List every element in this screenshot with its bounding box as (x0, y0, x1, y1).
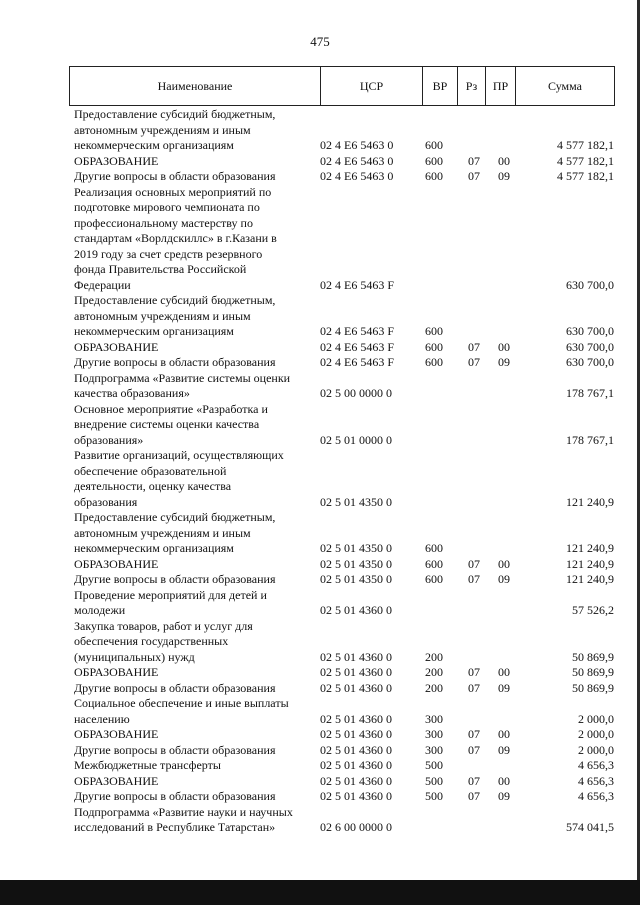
cell-name: Другие вопросы в области образования (74, 572, 276, 586)
page-number: 475 (310, 34, 330, 49)
cell-name: Другие вопросы в области образования (74, 169, 276, 183)
table-row (74, 572, 614, 588)
cell-vr: 600 (425, 324, 443, 338)
cell-sum: 178 767,1 (566, 386, 614, 400)
cell-name: ОБРАЗОВАНИЕ (74, 773, 159, 788)
cell-csr: 02 5 01 4360 0 (320, 773, 392, 788)
cell-sum: 630 700,0 (566, 355, 614, 369)
cell-sum: 574 041,5 (566, 820, 614, 834)
cell-sum: 121 240,9 (566, 556, 614, 571)
cell-sum: 50 869,9 (572, 649, 614, 664)
table-row (74, 758, 614, 774)
cell-sum: 57 526,2 (572, 603, 614, 617)
cell-rz: 07 (468, 789, 480, 803)
table-row (74, 619, 614, 666)
cell-name: ОБРАЗОВАНИЕ (74, 665, 159, 679)
cell-csr: 02 5 01 4360 0 (320, 742, 392, 757)
cell-name: Реализация основных мероприятий по подготовке мирового чемпионата по профессиональному мастерству по стандартам «Ворлдскиллс» в г.Казани в 2019 году за счет средств резервного фонда Правительства Российской Федерации (74, 184, 277, 292)
header-name: Наименование (70, 67, 321, 105)
cell-pr: 00 (498, 773, 510, 788)
cell-sum: 4 577 182,1 (557, 153, 614, 168)
table-row (74, 448, 614, 510)
cell-rz: 07 (468, 727, 480, 741)
cell-csr: 02 5 01 4360 0 (320, 711, 392, 726)
cell-vr: 600 (425, 153, 443, 168)
cell-sum: 4 577 182,1 (557, 169, 614, 183)
cell-sum: 630 700,0 (566, 277, 614, 292)
cell-csr: 02 4 E6 5463 F (320, 277, 395, 292)
table-row (74, 154, 614, 170)
cell-csr: 02 5 01 4360 0 (320, 649, 392, 664)
cell-name: Предоставление субсидий бюджетным, автономным учреждениям и иным некоммерческим организациям (74, 510, 276, 555)
cell-pr: 00 (498, 153, 510, 168)
cell-vr: 600 (425, 169, 443, 183)
table-body (74, 107, 614, 836)
cell-vr: 600 (425, 138, 443, 152)
cell-sum: 4 577 182,1 (557, 138, 614, 152)
table-row (74, 774, 614, 790)
cell-csr: 02 5 01 4360 0 (320, 727, 392, 741)
cell-csr: 02 5 01 4360 0 (320, 789, 392, 803)
cell-name: Другие вопросы в области образования (74, 789, 276, 803)
cell-vr: 200 (425, 665, 443, 679)
cell-vr: 600 (425, 556, 443, 571)
scan-bottom-bar (0, 880, 640, 905)
cell-sum: 2 000,0 (578, 711, 614, 726)
cell-sum: 2 000,0 (578, 742, 614, 757)
cell-pr: 00 (498, 556, 510, 571)
cell-csr: 02 6 00 0000 0 (320, 820, 392, 834)
table-row (74, 169, 614, 185)
table-row (74, 371, 614, 402)
cell-pr: 09 (498, 169, 510, 183)
table-row (74, 510, 614, 557)
cell-name: Закупка товаров, работ и услуг для обеспечения государственных (муниципальных) нужд (74, 618, 253, 664)
table-row (74, 588, 614, 619)
cell-csr: 02 4 E6 5463 0 (320, 169, 394, 183)
cell-vr: 300 (425, 727, 443, 741)
cell-sum: 121 240,9 (566, 541, 614, 555)
cell-vr: 600 (425, 572, 443, 586)
cell-name: Подпрограмма «Развитие системы оценки качества образования» (74, 370, 291, 400)
cell-name: Предоставление субсидий бюджетным, автономным учреждениям и иным некоммерческим организациям (74, 107, 276, 152)
cell-rz: 07 (468, 169, 480, 183)
table-row (74, 402, 614, 449)
cell-csr: 02 5 01 4360 0 (320, 665, 392, 679)
cell-csr: 02 5 01 4350 0 (320, 572, 392, 586)
cell-csr: 02 5 01 4360 0 (320, 758, 392, 772)
table-row (74, 805, 614, 836)
cell-pr: 09 (498, 789, 510, 803)
cell-sum: 2 000,0 (578, 727, 614, 741)
cell-rz: 07 (468, 742, 480, 757)
cell-name: Социальное обеспечение и иные выплаты населению (74, 696, 289, 726)
header-sum: Сумма (548, 78, 582, 93)
header-pr: ПР (486, 67, 516, 105)
cell-sum: 121 240,9 (566, 572, 614, 586)
table-header (69, 66, 615, 106)
cell-rz: 07 (468, 339, 480, 354)
cell-name: Межбюджетные трансферты (74, 758, 221, 772)
table-row (74, 185, 614, 294)
cell-rz: 07 (468, 665, 480, 679)
cell-name: ОБРАЗОВАНИЕ (74, 556, 159, 571)
table-row (74, 557, 614, 573)
cell-csr: 02 5 01 0000 0 (320, 432, 392, 447)
table-row (74, 355, 614, 371)
cell-sum: 4 656,3 (578, 789, 614, 803)
cell-sum: 50 869,9 (572, 665, 614, 679)
cell-csr: 02 5 00 0000 0 (320, 386, 392, 400)
cell-sum: 630 700,0 (566, 339, 614, 354)
cell-sum: 121 240,9 (566, 494, 614, 509)
cell-vr: 200 (425, 680, 443, 695)
cell-vr: 300 (425, 711, 443, 726)
cell-pr: 00 (498, 339, 510, 354)
table-row (74, 665, 614, 681)
cell-pr: 09 (498, 742, 510, 757)
cell-pr: 09 (498, 355, 510, 369)
cell-name: ОБРАЗОВАНИЕ (74, 153, 159, 168)
cell-name: ОБРАЗОВАНИЕ (74, 339, 159, 354)
cell-rz: 07 (468, 556, 480, 571)
cell-name: Основное мероприятие «Разработка и внедрение системы оценки качества образования» (74, 401, 268, 447)
cell-csr: 02 4 E6 5463 F (320, 339, 395, 354)
cell-csr: 02 4 E6 5463 0 (320, 153, 394, 168)
cell-vr: 600 (425, 541, 443, 555)
cell-csr: 02 4 E6 5463 F (320, 355, 395, 369)
cell-rz: 07 (468, 355, 480, 369)
cell-pr: 09 (498, 680, 510, 695)
cell-sum: 4 656,3 (578, 758, 614, 772)
table-row (74, 789, 614, 805)
cell-rz: 07 (468, 680, 480, 695)
cell-name: Подпрограмма «Развитие науки и научных исследований в Республике Татарстан» (74, 804, 293, 834)
cell-vr: 500 (425, 789, 443, 803)
cell-name: Другие вопросы в области образования (74, 355, 276, 369)
table-row (74, 743, 614, 759)
cell-vr: 500 (425, 773, 443, 788)
cell-name: Проведение мероприятий для детей и молодежи (74, 587, 267, 617)
cell-vr: 300 (425, 742, 443, 757)
cell-rz: 07 (468, 773, 480, 788)
cell-name: Другие вопросы в области образования (74, 742, 276, 757)
table-row (74, 681, 614, 697)
cell-csr: 02 5 01 4360 0 (320, 603, 392, 617)
cell-sum: 50 869,9 (572, 680, 614, 695)
cell-sum: 630 700,0 (566, 324, 614, 338)
cell-vr: 600 (425, 355, 443, 369)
cell-csr: 02 5 01 4350 0 (320, 556, 392, 571)
cell-rz: 07 (468, 153, 480, 168)
cell-name: Развитие организаций, осуществляющих обеспечение образовательной деятельности, оценку качества образования (74, 448, 284, 509)
header-csr: ЦСР (321, 67, 423, 105)
cell-csr: 02 4 E6 5463 F (320, 324, 395, 338)
cell-sum: 178 767,1 (566, 432, 614, 447)
table-row (74, 696, 614, 727)
cell-name: Предоставление субсидий бюджетным, автономным учреждениям и иным некоммерческим организациям (74, 293, 276, 338)
cell-csr: 02 5 01 4360 0 (320, 680, 392, 695)
cell-vr: 200 (425, 649, 443, 664)
cell-vr: 500 (425, 758, 443, 772)
cell-vr: 600 (425, 339, 443, 354)
cell-pr: 09 (498, 572, 510, 586)
header-vr: ВР (423, 67, 458, 105)
cell-csr: 02 5 01 4350 0 (320, 541, 392, 555)
table-row (74, 293, 614, 340)
header-rz: Рз (458, 67, 486, 105)
cell-sum: 4 656,3 (578, 773, 614, 788)
cell-pr: 00 (498, 727, 510, 741)
cell-csr: 02 4 E6 5463 0 (320, 138, 394, 152)
cell-pr: 00 (498, 665, 510, 679)
cell-name: ОБРАЗОВАНИЕ (74, 727, 159, 741)
cell-csr: 02 5 01 4350 0 (320, 494, 392, 509)
cell-name: Другие вопросы в области образования (74, 680, 276, 695)
table-row (74, 107, 614, 154)
table-row (74, 340, 614, 356)
cell-rz: 07 (468, 572, 480, 586)
table-row (74, 727, 614, 743)
